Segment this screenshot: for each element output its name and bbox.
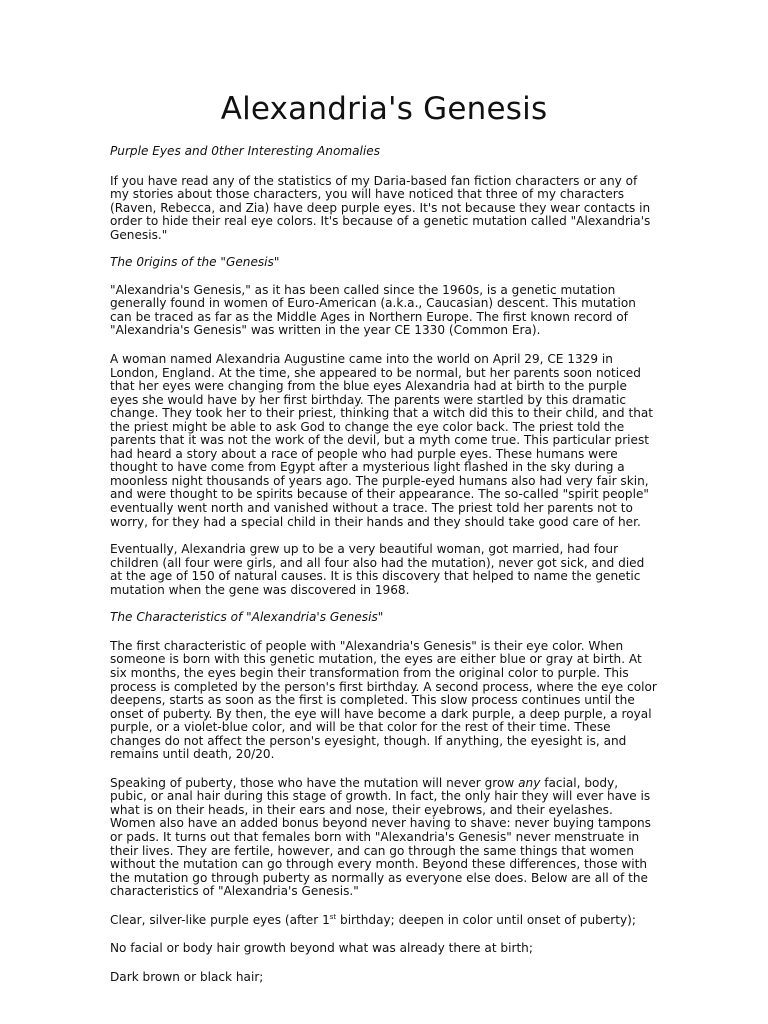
origins-heading: The 0rigins of the "Genesis" bbox=[110, 255, 280, 270]
characteristics-heading: The Characteristics of "Alexandria's Genesis" bbox=[110, 610, 384, 625]
characteristics-paragraph-2-end: facial, body, pubic, or anal hair during this stage of growth. In fact, the only hair they will ever have is what is on their heads, in their ears and nose, their eyebrows, and their eyelashes. Women also have an added bonus beyond never having to shave: never buying tampons or pads. It turns out that females born with "Alexandria's Genesis" never menstruate in their lives. They are fertile, however, and can go through the same things that women without the mutation can go through every month. Beyond these differences, those with the mutation go through puberty as normally as everyone else does. Below are all of the characteristics of "Alexandria's Genesis." bbox=[110, 775, 651, 899]
characteristics-paragraph-1: The first characteristic of people with "Alexandria's Genesis" is their eye color. When someone is born with this genetic mutation, the eyes are either blue or gray at birth. At six months, the eyes begin their transformation from the original color to purple. This process is completed by the person's first birthday. A second process, where the eye color deepens, starts as soon as the first is completed. This slow process continues until the onset of puberty. By then, the eye will have become a dark purple, a deep purple, a royal purple, or a violet-blue color, and will be that color for the rest of their time. These changes do not affect the person's eyesight, though. If anything, the eyesight is, and remains until death, 20/20. bbox=[110, 638, 657, 762]
origins-paragraph-3: Eventually, Alexandria grew up to be a very beautiful woman, got married, had four children (all four were girls, and all four also had the mutation), never got sick, and died at the age of 150 of natural causes. It is this discovery that helped to name the genetic mutation when the gene was discovered in 1968. bbox=[110, 542, 645, 597]
characteristics-paragraph-2 bbox=[110, 777, 658, 899]
origins-paragraph-1: "Alexandria's Genesis," as it has been called since the 1960s, is a genetic mutation generally found in women of Euro-American (a.k.a., Caucasian) descent. This mutation can be traced as far as the Middle Ages in Northern Europe. The first known record of "Alexandria's Genesis" was written in the year CE 1330 (Common Era). bbox=[110, 282, 636, 338]
intro-paragraph: If you have read any of the statistics of my Daria-based fan fiction characters or any of my stories about those characters, you will have noticed that three of my characters (Raven, Rebecca, and Zia) have deep purple eyes. It's not because they wear contacts in order to hide their real eye colors. It's because of a genetic mutation called "Alexandria's Genesis." bbox=[110, 173, 651, 242]
document-title: Alexandria's Genesis bbox=[220, 91, 548, 127]
ordinal-superscript: st bbox=[329, 912, 337, 921]
document-page bbox=[110, 0, 658, 984]
document-subtitle: Purple Eyes and 0ther Interesting Anomalies bbox=[110, 144, 380, 158]
characteristic-item-hair-color: Dark brown or black hair; bbox=[110, 969, 264, 984]
characteristic-item-eyes-start: Clear, silver-like purple eyes (after 1 bbox=[110, 912, 330, 927]
characteristics-paragraph-2-emphasis: any bbox=[518, 775, 541, 790]
origins-paragraph-2: A woman named Alexandria Augustine came into the world on April 29, CE 1329 in London, England. At the time, she appeared to be normal, but her parents soon noticed that her eyes were changing from the blue eyes Alexandria had at birth to the purple eyes she would have by her first birthday. The parents were startled by this dramatic change. They took her to their priest, thinking that a witch did this to their child, and that the priest might be able to ask God to change the eye color back. The priest told the parents that it was not the work of the devil, but a myth come true. This particular priest had heard a story about a race of people who had purple eyes. These humans were thought to have come from Egypt after a mysterious light flashed in the sky during a moonless night thousands of years ago. The purple-eyed humans also had very fair skin, and were thought to be spirits because of their appearance. The so-called "spirit people" eventually went north and vanished without a trace. The priest told her parents not to worry, for they had a special child in their hands and they should take good care of her. bbox=[110, 352, 654, 529]
characteristics-paragraph-2-start: Speaking of puberty, those who have the mutation will never grow bbox=[110, 775, 519, 790]
characteristic-item-hair-growth: No facial or body hair growth beyond what was already there at birth; bbox=[110, 941, 533, 956]
characteristic-item-eyes bbox=[110, 914, 658, 928]
characteristic-item-eyes-end: birthday; deepen in color until onset of puberty); bbox=[336, 912, 636, 927]
